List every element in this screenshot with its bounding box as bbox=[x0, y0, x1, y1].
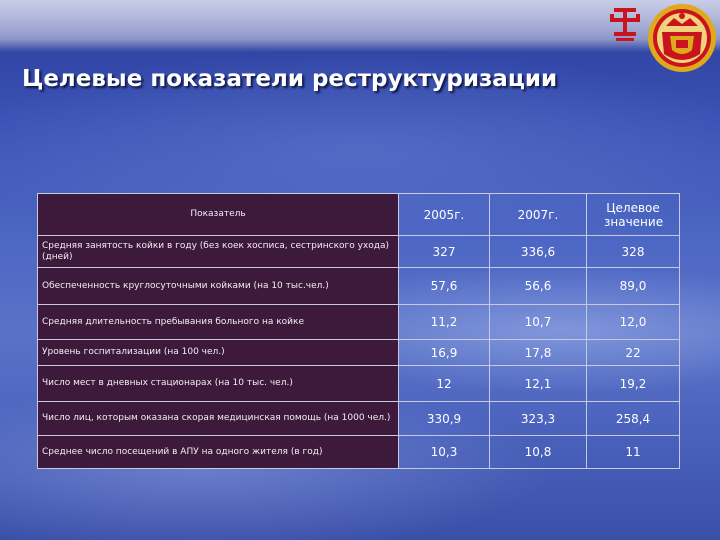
row-value-2005: 57,6 bbox=[399, 268, 490, 305]
row-indicator: Средняя занятость койки в году (без коек хосписа, сестринского ухода) (дней) bbox=[38, 236, 399, 268]
row-value-2007: 10,8 bbox=[490, 436, 587, 469]
row-value-target: 89,0 bbox=[587, 268, 680, 305]
row-value-2007: 56,6 bbox=[490, 268, 587, 305]
page-title: Целевые показатели реструктуризации bbox=[22, 66, 558, 92]
table-row bbox=[38, 366, 680, 402]
chuvash-emblem-icon bbox=[600, 2, 718, 78]
row-indicator: Число лиц, которым оказана скорая медицинская помощь (на 1000 чел.) bbox=[38, 402, 399, 436]
row-value-target: 258,4 bbox=[587, 402, 680, 436]
table-row bbox=[38, 268, 680, 305]
row-value-2005: 327 bbox=[399, 236, 490, 268]
table-row bbox=[38, 340, 680, 366]
row-value-target: 19,2 bbox=[587, 366, 680, 402]
row-indicator: Средняя длительность пребывания больного на койке bbox=[38, 305, 399, 340]
row-value-target: 22 bbox=[587, 340, 680, 366]
table-header-row bbox=[38, 194, 680, 236]
row-value-target: 11 bbox=[587, 436, 680, 469]
row-value-target: 328 bbox=[587, 236, 680, 268]
header-2005: 2005г. bbox=[399, 194, 490, 236]
row-value-2007: 17,8 bbox=[490, 340, 587, 366]
row-indicator: Уровень госпитализации (на 100 чел.) bbox=[38, 340, 399, 366]
row-value-target: 12,0 bbox=[587, 305, 680, 340]
table-row bbox=[38, 402, 680, 436]
row-value-2007: 12,1 bbox=[490, 366, 587, 402]
table-row bbox=[38, 436, 680, 469]
row-value-2005: 16,9 bbox=[399, 340, 490, 366]
header-2007: 2007г. bbox=[490, 194, 587, 236]
table-row bbox=[38, 305, 680, 340]
row-indicator: Число мест в дневных стационарах (на 10 тыс. чел.) bbox=[38, 366, 399, 402]
row-value-2005: 12 bbox=[399, 366, 490, 402]
indicators-table bbox=[37, 193, 680, 469]
header-target bbox=[587, 194, 680, 236]
table-row bbox=[38, 236, 680, 268]
row-value-2005: 10,3 bbox=[399, 436, 490, 469]
row-value-2005: 11,2 bbox=[399, 305, 490, 340]
row-value-2007: 10,7 bbox=[490, 305, 587, 340]
row-value-2005: 330,9 bbox=[399, 402, 490, 436]
header-target-text: Целевое значение bbox=[604, 200, 664, 229]
row-indicator: Среднее число посещений в АПУ на одного жителя (в год) bbox=[38, 436, 399, 469]
row-value-2007: 323,3 bbox=[490, 402, 587, 436]
row-value-2007: 336,6 bbox=[490, 236, 587, 268]
row-indicator: Обеспеченность круглосуточными койками (на 10 тыс.чел.) bbox=[38, 268, 399, 305]
header-indicator: Показатель bbox=[38, 194, 399, 236]
